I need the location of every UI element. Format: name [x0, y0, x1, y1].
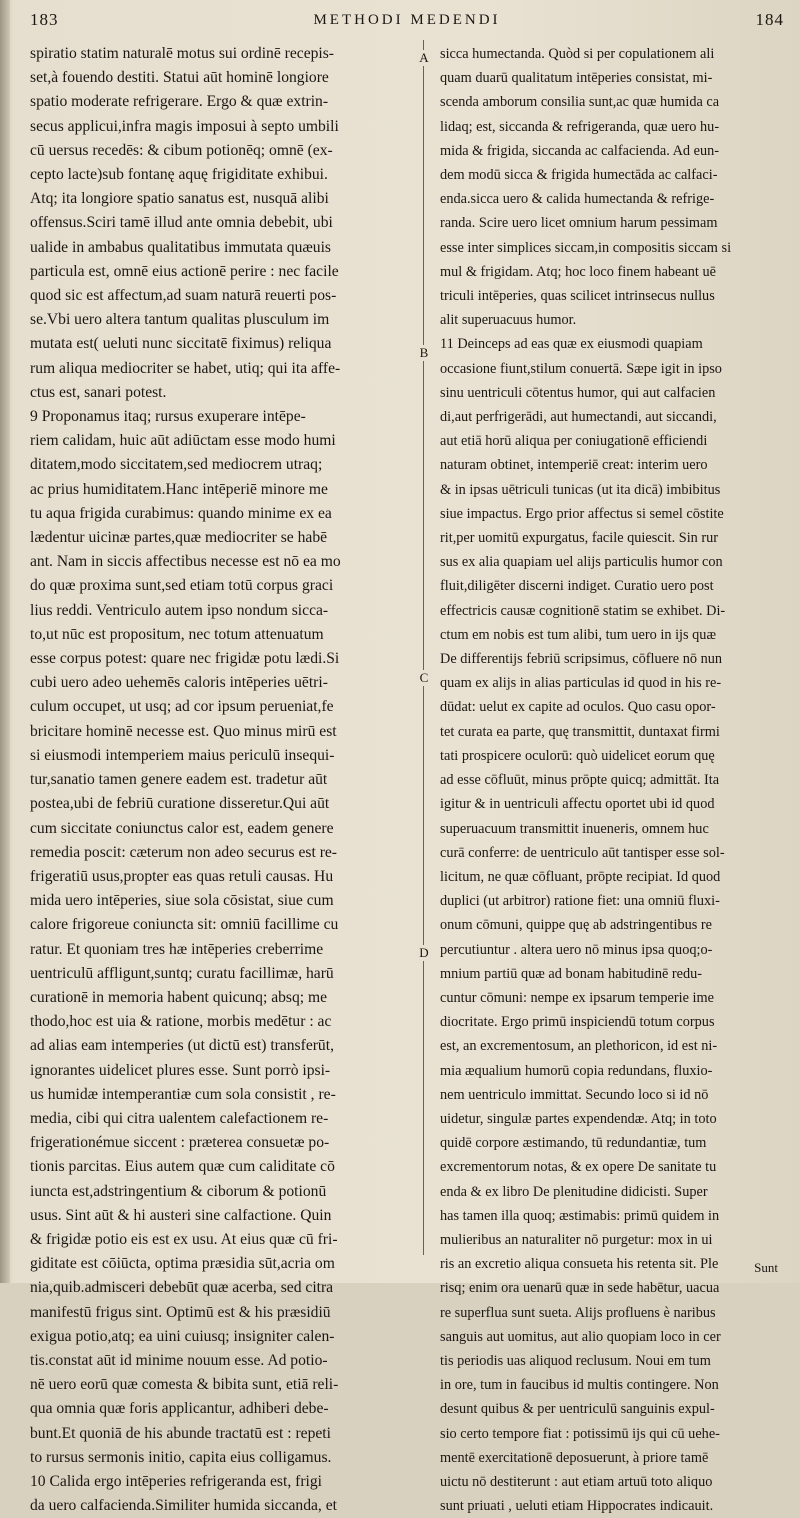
catchword: Sunt: [754, 1260, 778, 1275]
text-line: sunt priuati , ueluti etiam Hippocrates indicauit.: [440, 1498, 714, 1515]
text-line: bricitare hominē necesse est. Quo minus mirū est: [30, 722, 337, 740]
text-line: & in ipsas uētriculi tunicas (ut ita dicā) imbibitus: [440, 481, 721, 498]
text-line: est, an excrementosum, an plethoricon, id est ni-: [440, 1038, 718, 1055]
text-line: cum siccitate coniunctus calor est, eadem genere: [30, 819, 334, 837]
text-line: qua omnia quæ foris applicantur, adhiberi debe-: [30, 1400, 329, 1418]
right-text-column: [440, 42, 780, 1518]
text-line: licitum, ne quæ cōfluant, prōpte recipiat. Id quod: [440, 868, 721, 885]
text-line: sus ex alia quapiam uel alijs particulis humor con: [440, 554, 723, 571]
text-line: secus applicui,infra magis imposui à septo umbili: [30, 117, 339, 135]
page-number-right: 184: [755, 10, 784, 29]
text-line: re superflua sunt sueta. Alijs profluens è naribus: [440, 1304, 716, 1321]
text-line: sio certo tempore fiat : potissimū ijs qui cū uehe-: [440, 1425, 720, 1442]
text-line: usus. Sint aūt & hi austeri sine calfactione. Quin: [30, 1206, 332, 1224]
text-line: tis periodis uas aliquod reclusum. Noui em tum: [440, 1352, 711, 1369]
text-line: tet curata ea parte, quę transmittit, duntaxat firmi: [440, 723, 720, 740]
text-line: giditate est cōiūcta, optima præsidia sūt,acria om: [30, 1255, 335, 1273]
text-line: to rursus sermonis initio, capita eius colligamus.: [30, 1448, 332, 1466]
margin-letter-a: A: [416, 50, 432, 66]
text-line: mul & frigidam. Atq; hoc loco finem habeant uē: [440, 263, 716, 280]
text-line: mida & frigida, siccanda ac calfacienda. Ad eun-: [440, 142, 720, 159]
text-line: tati prospicere oculorū: quò uidelicet eorum quę: [440, 747, 715, 764]
text-line: fluit,diligēter discerni indiget. Curatio uero post: [440, 578, 714, 595]
text-line: uictu nō destiterunt : aut etiam artuū toto aliquo: [440, 1473, 713, 1490]
text-line: onum cōmuni, quippe quę ab adstringentibus re: [440, 917, 712, 934]
text-line: se.Vbi uero altera tantum qualitas plusculum im: [30, 311, 330, 329]
text-line: do quæ proxima sunt,sed etiam totū corpus graci: [30, 577, 334, 595]
text-line: percutiuntur . altera uero nō minus ipsa quoq;o-: [440, 941, 713, 958]
text-line: lædentur uicinæ partes,quæ mediocriter se habē: [30, 529, 328, 547]
text-line: frigerationémue siccent : præterea consuetæ po-: [30, 1134, 330, 1152]
text-line: mnium partiū quæ ad bonam habitudinē redu-: [440, 965, 703, 982]
text-line: quam duarū qualitatum intēperies consistat, mi-: [440, 70, 713, 87]
text-line: us humidæ intemperantiæ cum sola consistit , re-: [30, 1085, 336, 1103]
text-line: iuncta est,adstringentium & ciborum & potionū: [30, 1182, 327, 1200]
text-line: ad esse cōfluūt, minus prōpte quicq; admittāt. Ita: [440, 772, 720, 789]
text-line: 10 Calida ergo intēperies refrigeranda est, frigi: [30, 1472, 322, 1490]
running-header: [30, 6, 784, 34]
text-line: media, cibi qui citra ualentem calefactionem re-: [30, 1109, 329, 1127]
text-line: ditatem,modo siccitatem,sed mediocrem utraq;: [30, 456, 323, 474]
text-line: excrementorum notas, & ex opere De sanitate tu: [440, 1159, 717, 1176]
column-divider: [423, 40, 424, 1255]
text-line: nē uero eorū quæ comesta & bibita sunt, etiā reli-: [30, 1376, 339, 1394]
left-text-column: [30, 42, 412, 1518]
margin-letter-c: C: [416, 670, 432, 686]
text-line: bunt.Et quoniā de his abunde tractatū est : repeti: [30, 1424, 331, 1442]
text-line: esse inter simplices siccam,in compositis siccam si: [440, 239, 732, 256]
text-line: duplici (ut arbitror) ratione fiet: una omniū fluxi-: [440, 893, 720, 910]
text-line: tu aqua frigida curabimus: quando minime ex ea: [30, 504, 332, 522]
text-line: remedia poscit: cæterum non adeo securus est re-: [30, 843, 338, 861]
text-line: ctum em nobis est tum alibi, tum uero in ijs quæ: [440, 626, 716, 643]
text-line: cubi uero adeo uehemēs caloris intēperies uētri-: [30, 674, 328, 692]
text-line: ant. Nam in siccis affectibus necesse est nō ea mo: [30, 553, 341, 571]
text-line: effectricis causæ cognitionē statim se exhibet. Di-: [440, 602, 726, 619]
text-line: tionis parcitas. Eius autem quæ cum caliditate cō: [30, 1158, 335, 1176]
text-line: igitur & in uentriculi affectu oportet ubi id quod: [440, 796, 715, 813]
text-line: & frigidæ potio eis est ex usu. At eius quæ cū fri-: [30, 1230, 338, 1248]
text-line: postea,ubi de febriū curatione disseretur.Qui aūt: [30, 795, 330, 813]
text-line: sicca humectanda. Quòd si per copulationem ali: [440, 46, 715, 62]
text-line: ualide in ambabus qualitatibus immutata quæuis: [30, 238, 332, 256]
text-line: ratur. Et quoniam tres hæ intēperies creberrime: [30, 940, 324, 958]
text-line: risq; enim ora uenarū quæ in sede habētur, uacua: [440, 1280, 720, 1297]
text-line: offensus.Sciri tamē illud ante omnia debebit, ubi: [30, 214, 333, 232]
text-line: quam ex alijs in alias particulas id quod in his re-: [440, 675, 722, 692]
text-line: ac prius humiditatem.Hanc intēperiē minore me: [30, 480, 328, 498]
text-line: calore frigoreue coniuncta sit: omniū facillime cu: [30, 916, 339, 934]
text-line: Atq; ita longiore spatio sanatus est, nusquā alibi: [30, 190, 329, 208]
text-line: mutata est( ueluti nunc siccitatē fiximus) reliqua: [30, 335, 332, 353]
text-line: dem modū sicca & frigida humectāda ac calfaci-: [440, 167, 718, 184]
text-line: curā conferre: de uentriculo aūt tantisper esse sol-: [440, 844, 725, 861]
text-line: nem uentriculo immittat. Secundo loco si id nō: [440, 1086, 709, 1103]
text-line: cepto lacte)sub fontanę aquę frigiditate exhibui.: [30, 166, 328, 184]
text-line: De differentijs febriū scripsimus, cōfluere nō nun: [440, 651, 723, 668]
text-line: has tamen illa quoq; æstimabis: primū quidem in: [440, 1207, 720, 1224]
text-line: tur,sanatio tamen genere eadem est. tradetur aūt: [30, 771, 328, 789]
text-line: siue impactus. Ergo prior affectus si semel cōstite: [440, 505, 724, 522]
text-line: quidē corpore æstimando, tū redundantiæ, tum: [440, 1135, 707, 1152]
text-line: randa. Scire uero licet omnium harum pessimam: [440, 215, 718, 232]
text-line: triculi intēperies, quas scilicet intrinsecus nullus: [440, 288, 715, 305]
text-line: 9 Proponamus itaq; rursus exuperare intēpe-: [30, 408, 306, 426]
text-line: set,à fouendo destiti. Statui aūt hominē longiore: [30, 69, 329, 87]
text-line: enda.sicca uero & calida humectanda & refrige-: [440, 191, 715, 208]
text-line: lidaq; est, siccanda & refrigeranda, quæ uero hu-: [440, 118, 720, 135]
text-line: enda & ex libro De plenitudine didicisti. Super: [440, 1183, 708, 1200]
text-line: particula est, omnē eius actionē perire : nec facile: [30, 262, 339, 280]
text-line: manifestū frigus sint. Optimū est & his præsidiū: [30, 1303, 331, 1321]
text-line: rit,per uomitū expurgatus, facile quiescit. Sin rur: [440, 530, 719, 547]
text-line: dūdat: uelut ex capite ad oculos. Quo casu opor-: [440, 699, 716, 716]
text-line: lius reddi. Ventriculo autem ipso nondum sicca-: [30, 601, 329, 619]
text-line: desunt quibus & per uentriculū sanguinis expul-: [440, 1401, 715, 1418]
text-line: diocritate. Ergo primū inspiciendū totum corpus: [440, 1014, 715, 1031]
page-number-left: 183: [30, 10, 59, 29]
text-line: mentē exercitationē deposuerunt, à priore tamē: [440, 1449, 709, 1466]
text-line: nia,quib.admisceri debebūt quæ acerba, sed citra: [30, 1279, 334, 1297]
text-line: da uero calfacienda.Similiter humida siccanda, et: [30, 1497, 337, 1515]
text-line: ignorantes uidelicet plures esse. Sunt porrò ipsi-: [30, 1061, 331, 1079]
text-line: spiratio statim naturalē motus sui ordinē recepis-: [30, 45, 335, 62]
text-line: ris an excretio aliqua consueta his retenta sit. Ple: [440, 1256, 719, 1273]
page-edge-shadow: [0, 0, 10, 1283]
text-line: mia æqualium humorū copia redundans, fluxio-: [440, 1062, 713, 1079]
text-line: ctus est, sanari potest.: [30, 383, 167, 401]
text-line: curationē in memoria habent quicunq; absq; me: [30, 988, 328, 1006]
text-line: esse corpus potest: quare nec frigidæ potu lædi.Si: [30, 650, 340, 668]
text-line: 11 Deinceps ad eas quæ ex eiusmodi quapiam: [440, 336, 703, 353]
text-line: exigua potio,atq; ea uini cuiusq; insigniter calen-: [30, 1327, 335, 1345]
margin-letter-b: B: [416, 345, 432, 361]
text-line: cuntur cōmuni: nempe ex ipsarum temperie ime: [440, 989, 714, 1006]
text-line: uentriculū affligunt,suntq; curatu facillimæ, harū: [30, 964, 334, 982]
text-line: cū uersus recedēs: & cibum potionēq; omnē (ex-: [30, 141, 333, 159]
text-line: tis.constat aūt id minime nouum esse. Ad potio-: [30, 1351, 328, 1369]
text-line: mida uero intēperies, siue sola cōsistat, siue cum: [30, 892, 334, 910]
text-line: spatio moderate refrigerare. Ergo & quæ extrin-: [30, 93, 329, 111]
text-line: culum occupet, ut usq; ad cor ipsum perueniat,fe: [30, 698, 334, 716]
text-line: ad alias eam intemperies (ut dictū est) transferūt,: [30, 1037, 334, 1055]
text-line: frigeratiū usus,propter eas quas retuli causas. Hu: [30, 867, 334, 885]
text-line: scenda amborum consilia sunt,ac quæ humida ca: [440, 94, 720, 111]
text-line: di,aut perfrigerādi, aut humectandi, aut siccandi,: [440, 409, 717, 426]
text-line: aut etiā horū aliqua per coniugationē efficiendi: [440, 433, 708, 450]
text-line: quod sic est affectum,ad suam naturā reuerti pos-: [30, 287, 337, 305]
text-line: riem calidam, huic aūt adiūctam esse modo humi: [30, 432, 336, 450]
text-line: alit superuacuus humor.: [440, 312, 577, 329]
text-line: occasione fiunt,stilum conuertā. Sæpe igit in ipso: [440, 360, 722, 377]
text-line: mulieribus an naturaliter nō purgetur: mox in ui: [440, 1231, 713, 1248]
running-title: METHODI MEDENDI: [313, 12, 501, 28]
text-line: in ore, tum in faucibus id multis contingere. Non: [440, 1377, 719, 1394]
text-line: si eiusmodi intemperiem maius periculū insequi-: [30, 746, 335, 764]
text-line: naturam obtinet, intemperiē creat: interim uero: [440, 457, 708, 474]
text-line: to,ut nūc est propositum, nec totum attenuatum: [30, 625, 324, 643]
text-line: uidetur, singulæ partes expendendæ. Atq; in toto: [440, 1110, 717, 1127]
text-line: sinu uentriculi cōtentus humor, qui aut calfacien: [440, 384, 716, 401]
margin-letter-d: D: [416, 945, 432, 961]
text-line: sanguis aut uomitus, aut alio quopiam loco in cer: [440, 1328, 721, 1345]
text-line: rum aliqua mediocriter se habet, utiq; qui ita affe-: [30, 359, 341, 377]
text-line: superuacuum transmittit inueneris, omnem huc: [440, 820, 709, 837]
text-line: thodo,hoc est uia & ratione, morbis medētur : ac: [30, 1013, 332, 1031]
